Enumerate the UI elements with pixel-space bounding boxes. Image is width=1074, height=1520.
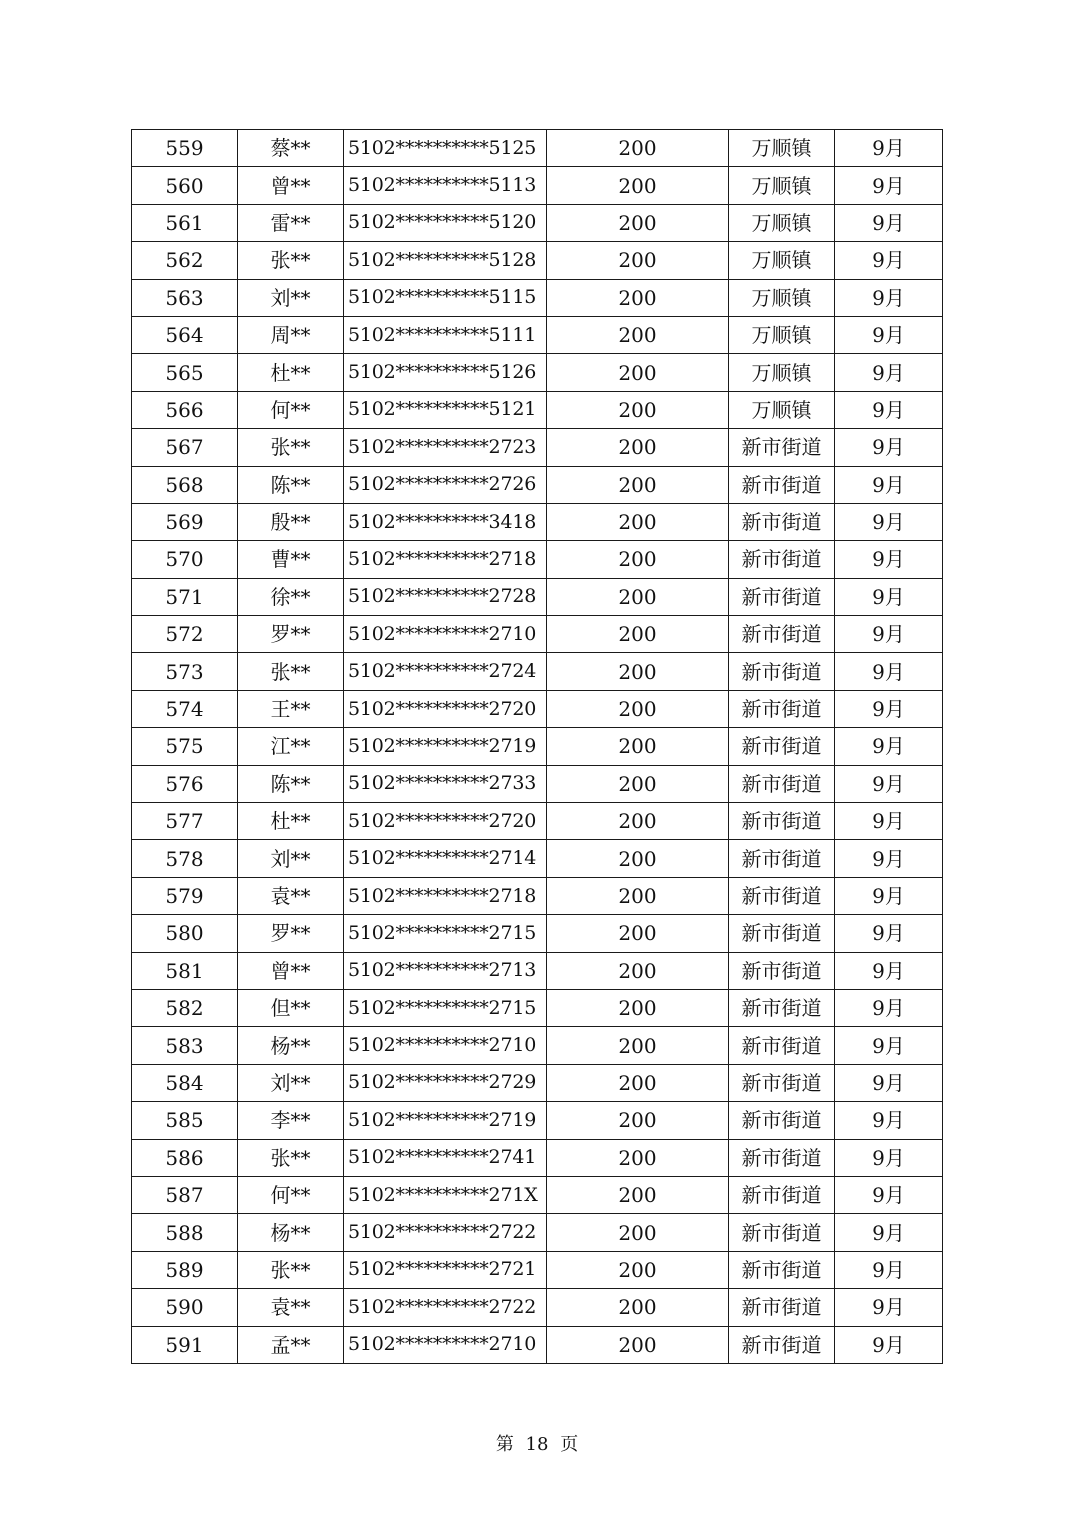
- id-number-cell: 5102**********2733: [344, 765, 547, 802]
- amount-cell: 200: [547, 1027, 729, 1064]
- row-number-cell: 579: [132, 877, 238, 914]
- name-cell: 曾**: [238, 167, 344, 204]
- month-cell: 9月: [835, 1102, 943, 1139]
- id-number-cell: 5102**********5115: [344, 279, 547, 316]
- area-cell: 新市街道: [729, 1289, 835, 1326]
- month-cell: 9月: [835, 1027, 943, 1064]
- id-number-cell: 5102**********2726: [344, 466, 547, 503]
- name-cell: 罗**: [238, 915, 344, 952]
- row-number-cell: 590: [132, 1289, 238, 1326]
- amount-cell: 200: [547, 1102, 729, 1139]
- name-cell: 张**: [238, 653, 344, 690]
- table-row: [132, 1326, 943, 1363]
- amount-cell: 200: [547, 242, 729, 279]
- row-number-cell: 560: [132, 167, 238, 204]
- amount-cell: 200: [547, 1214, 729, 1251]
- amount-cell: 200: [547, 429, 729, 466]
- id-number-cell: 5102**********5120: [344, 204, 547, 241]
- id-number-cell: 5102**********5126: [344, 354, 547, 391]
- name-cell: 刘**: [238, 840, 344, 877]
- area-cell: 新市街道: [729, 1214, 835, 1251]
- month-cell: 9月: [835, 429, 943, 466]
- table-row: [132, 541, 943, 578]
- name-cell: 周**: [238, 316, 344, 353]
- row-number-cell: 561: [132, 204, 238, 241]
- name-cell: 张**: [238, 1251, 344, 1288]
- name-cell: 曹**: [238, 541, 344, 578]
- amount-cell: 200: [547, 541, 729, 578]
- row-number-cell: 580: [132, 915, 238, 952]
- row-number-cell: 591: [132, 1326, 238, 1363]
- id-number-cell: 5102**********5121: [344, 391, 547, 428]
- name-cell: 徐**: [238, 578, 344, 615]
- id-number-cell: 5102**********2710: [344, 616, 547, 653]
- area-cell: 新市街道: [729, 578, 835, 615]
- area-cell: 新市街道: [729, 1102, 835, 1139]
- table-row: [132, 279, 943, 316]
- id-number-cell: 5102**********2724: [344, 653, 547, 690]
- amount-cell: 200: [547, 391, 729, 428]
- id-number-cell: 5102**********2721: [344, 1251, 547, 1288]
- area-cell: 万顺镇: [729, 167, 835, 204]
- amount-cell: 200: [547, 653, 729, 690]
- name-cell: 刘**: [238, 279, 344, 316]
- month-cell: 9月: [835, 1289, 943, 1326]
- month-cell: 9月: [835, 803, 943, 840]
- id-number-cell: 5102**********271X: [344, 1176, 547, 1213]
- amount-cell: 200: [547, 803, 729, 840]
- month-cell: 9月: [835, 728, 943, 765]
- table-row: [132, 1139, 943, 1176]
- row-number-cell: 581: [132, 952, 238, 989]
- area-cell: 新市街道: [729, 503, 835, 540]
- table-row: [132, 1064, 943, 1101]
- amount-cell: 200: [547, 167, 729, 204]
- row-number-cell: 575: [132, 728, 238, 765]
- id-number-cell: 5102**********2723: [344, 429, 547, 466]
- month-cell: 9月: [835, 952, 943, 989]
- amount-cell: 200: [547, 466, 729, 503]
- row-number-cell: 587: [132, 1176, 238, 1213]
- id-number-cell: 5102**********5113: [344, 167, 547, 204]
- id-number-cell: 5102**********2719: [344, 1102, 547, 1139]
- area-cell: 新市街道: [729, 466, 835, 503]
- area-cell: 万顺镇: [729, 204, 835, 241]
- area-cell: 新市街道: [729, 1027, 835, 1064]
- id-number-cell: 5102**********2729: [344, 1064, 547, 1101]
- area-cell: 新市街道: [729, 1139, 835, 1176]
- month-cell: 9月: [835, 877, 943, 914]
- row-number-cell: 572: [132, 616, 238, 653]
- amount-cell: 200: [547, 204, 729, 241]
- footer-prefix: 第: [495, 1434, 514, 1455]
- id-number-cell: 5102**********2714: [344, 840, 547, 877]
- table-row: [132, 877, 943, 914]
- name-cell: 杜**: [238, 803, 344, 840]
- name-cell: 李**: [238, 1102, 344, 1139]
- name-cell: 罗**: [238, 616, 344, 653]
- month-cell: 9月: [835, 653, 943, 690]
- id-number-cell: 5102**********2718: [344, 877, 547, 914]
- month-cell: 9月: [835, 915, 943, 952]
- amount-cell: 200: [547, 1251, 729, 1288]
- name-cell: 蔡**: [238, 130, 344, 167]
- row-number-cell: 570: [132, 541, 238, 578]
- month-cell: 9月: [835, 1214, 943, 1251]
- amount-cell: 200: [547, 279, 729, 316]
- table-row: [132, 840, 943, 877]
- amount-cell: 200: [547, 1289, 729, 1326]
- name-cell: 曾**: [238, 952, 344, 989]
- area-cell: 万顺镇: [729, 242, 835, 279]
- id-number-cell: 5102**********2715: [344, 989, 547, 1026]
- name-cell: 杨**: [238, 1214, 344, 1251]
- amount-cell: 200: [547, 728, 729, 765]
- area-cell: 新市街道: [729, 915, 835, 952]
- table-row: [132, 728, 943, 765]
- month-cell: 9月: [835, 840, 943, 877]
- area-cell: 万顺镇: [729, 391, 835, 428]
- id-number-cell: 5102**********3418: [344, 503, 547, 540]
- area-cell: 新市街道: [729, 1326, 835, 1363]
- id-number-cell: 5102**********2715: [344, 915, 547, 952]
- table-row: [132, 1214, 943, 1251]
- amount-cell: 200: [547, 952, 729, 989]
- row-number-cell: 569: [132, 503, 238, 540]
- name-cell: 陈**: [238, 466, 344, 503]
- table-row: [132, 429, 943, 466]
- name-cell: 袁**: [238, 1289, 344, 1326]
- row-number-cell: 566: [132, 391, 238, 428]
- page-footer: [0, 1430, 1074, 1456]
- name-cell: 何**: [238, 391, 344, 428]
- month-cell: 9月: [835, 279, 943, 316]
- amount-cell: 200: [547, 989, 729, 1026]
- page-number: 18: [525, 1434, 549, 1455]
- area-cell: 新市街道: [729, 429, 835, 466]
- table-row: [132, 952, 943, 989]
- month-cell: 9月: [835, 578, 943, 615]
- id-number-cell: 5102**********2741: [344, 1139, 547, 1176]
- area-cell: 新市街道: [729, 803, 835, 840]
- month-cell: 9月: [835, 167, 943, 204]
- area-cell: 新市街道: [729, 1251, 835, 1288]
- table-row: [132, 466, 943, 503]
- subsidy-table: [131, 129, 943, 1364]
- area-cell: 万顺镇: [729, 279, 835, 316]
- month-cell: 9月: [835, 204, 943, 241]
- amount-cell: 200: [547, 316, 729, 353]
- table-row: [132, 989, 943, 1026]
- id-number-cell: 5102**********2718: [344, 541, 547, 578]
- row-number-cell: 559: [132, 130, 238, 167]
- name-cell: 张**: [238, 242, 344, 279]
- name-cell: 殷**: [238, 503, 344, 540]
- area-cell: 万顺镇: [729, 354, 835, 391]
- table-body: [132, 130, 943, 1364]
- row-number-cell: 565: [132, 354, 238, 391]
- table-row: [132, 167, 943, 204]
- area-cell: 新市街道: [729, 952, 835, 989]
- name-cell: 陈**: [238, 765, 344, 802]
- month-cell: 9月: [835, 765, 943, 802]
- row-number-cell: 577: [132, 803, 238, 840]
- id-number-cell: 5102**********2722: [344, 1214, 547, 1251]
- amount-cell: 200: [547, 1326, 729, 1363]
- table-row: [132, 578, 943, 615]
- area-cell: 新市街道: [729, 728, 835, 765]
- month-cell: 9月: [835, 503, 943, 540]
- row-number-cell: 588: [132, 1214, 238, 1251]
- row-number-cell: 584: [132, 1064, 238, 1101]
- amount-cell: 200: [547, 578, 729, 615]
- id-number-cell: 5102**********2728: [344, 578, 547, 615]
- table-row: [132, 1251, 943, 1288]
- row-number-cell: 574: [132, 690, 238, 727]
- id-number-cell: 5102**********2710: [344, 1326, 547, 1363]
- month-cell: 9月: [835, 391, 943, 428]
- table-row: [132, 354, 943, 391]
- amount-cell: 200: [547, 690, 729, 727]
- month-cell: 9月: [835, 541, 943, 578]
- month-cell: 9月: [835, 690, 943, 727]
- month-cell: 9月: [835, 130, 943, 167]
- table-row: [132, 1176, 943, 1213]
- area-cell: 新市街道: [729, 690, 835, 727]
- name-cell: 杜**: [238, 354, 344, 391]
- name-cell: 雷**: [238, 204, 344, 241]
- row-number-cell: 585: [132, 1102, 238, 1139]
- amount-cell: 200: [547, 616, 729, 653]
- month-cell: 9月: [835, 466, 943, 503]
- id-number-cell: 5102**********2719: [344, 728, 547, 765]
- amount-cell: 200: [547, 1139, 729, 1176]
- area-cell: 新市街道: [729, 989, 835, 1026]
- area-cell: 新市街道: [729, 765, 835, 802]
- area-cell: 新市街道: [729, 541, 835, 578]
- name-cell: 何**: [238, 1176, 344, 1213]
- amount-cell: 200: [547, 503, 729, 540]
- amount-cell: 200: [547, 840, 729, 877]
- row-number-cell: 571: [132, 578, 238, 615]
- area-cell: 新市街道: [729, 1176, 835, 1213]
- row-number-cell: 567: [132, 429, 238, 466]
- amount-cell: 200: [547, 354, 729, 391]
- name-cell: 江**: [238, 728, 344, 765]
- month-cell: 9月: [835, 316, 943, 353]
- month-cell: 9月: [835, 1251, 943, 1288]
- id-number-cell: 5102**********2713: [344, 952, 547, 989]
- table-row: [132, 616, 943, 653]
- amount-cell: 200: [547, 877, 729, 914]
- table-row: [132, 130, 943, 167]
- id-number-cell: 5102**********2720: [344, 690, 547, 727]
- month-cell: 9月: [835, 242, 943, 279]
- name-cell: 王**: [238, 690, 344, 727]
- month-cell: 9月: [835, 354, 943, 391]
- month-cell: 9月: [835, 616, 943, 653]
- table-row: [132, 690, 943, 727]
- id-number-cell: 5102**********2710: [344, 1027, 547, 1064]
- table-row: [132, 1289, 943, 1326]
- amount-cell: 200: [547, 765, 729, 802]
- row-number-cell: 573: [132, 653, 238, 690]
- id-number-cell: 5102**********2720: [344, 803, 547, 840]
- table-row: [132, 204, 943, 241]
- id-number-cell: 5102**********5125: [344, 130, 547, 167]
- footer-suffix: 页: [560, 1434, 579, 1455]
- area-cell: 新市街道: [729, 1064, 835, 1101]
- area-cell: 新市街道: [729, 840, 835, 877]
- row-number-cell: 564: [132, 316, 238, 353]
- name-cell: 孟**: [238, 1326, 344, 1363]
- area-cell: 万顺镇: [729, 130, 835, 167]
- month-cell: 9月: [835, 989, 943, 1026]
- table-row: [132, 1027, 943, 1064]
- row-number-cell: 589: [132, 1251, 238, 1288]
- amount-cell: 200: [547, 130, 729, 167]
- name-cell: 袁**: [238, 877, 344, 914]
- table-row: [132, 1102, 943, 1139]
- table-row: [132, 391, 943, 428]
- area-cell: 新市街道: [729, 653, 835, 690]
- table-row: [132, 915, 943, 952]
- name-cell: 张**: [238, 429, 344, 466]
- amount-cell: 200: [547, 1064, 729, 1101]
- month-cell: 9月: [835, 1139, 943, 1176]
- name-cell: 但**: [238, 989, 344, 1026]
- table-row: [132, 803, 943, 840]
- month-cell: 9月: [835, 1326, 943, 1363]
- row-number-cell: 568: [132, 466, 238, 503]
- row-number-cell: 576: [132, 765, 238, 802]
- amount-cell: 200: [547, 915, 729, 952]
- name-cell: 刘**: [238, 1064, 344, 1101]
- month-cell: 9月: [835, 1176, 943, 1213]
- id-number-cell: 5102**********5111: [344, 316, 547, 353]
- row-number-cell: 562: [132, 242, 238, 279]
- area-cell: 万顺镇: [729, 316, 835, 353]
- table-row: [132, 653, 943, 690]
- table-row: [132, 503, 943, 540]
- row-number-cell: 582: [132, 989, 238, 1026]
- table-row: [132, 765, 943, 802]
- amount-cell: 200: [547, 1176, 729, 1213]
- table-row: [132, 316, 943, 353]
- area-cell: 新市街道: [729, 616, 835, 653]
- row-number-cell: 586: [132, 1139, 238, 1176]
- area-cell: 新市街道: [729, 877, 835, 914]
- table-row: [132, 242, 943, 279]
- id-number-cell: 5102**********5128: [344, 242, 547, 279]
- name-cell: 张**: [238, 1139, 344, 1176]
- name-cell: 杨**: [238, 1027, 344, 1064]
- row-number-cell: 563: [132, 279, 238, 316]
- id-number-cell: 5102**********2722: [344, 1289, 547, 1326]
- month-cell: 9月: [835, 1064, 943, 1101]
- row-number-cell: 578: [132, 840, 238, 877]
- row-number-cell: 583: [132, 1027, 238, 1064]
